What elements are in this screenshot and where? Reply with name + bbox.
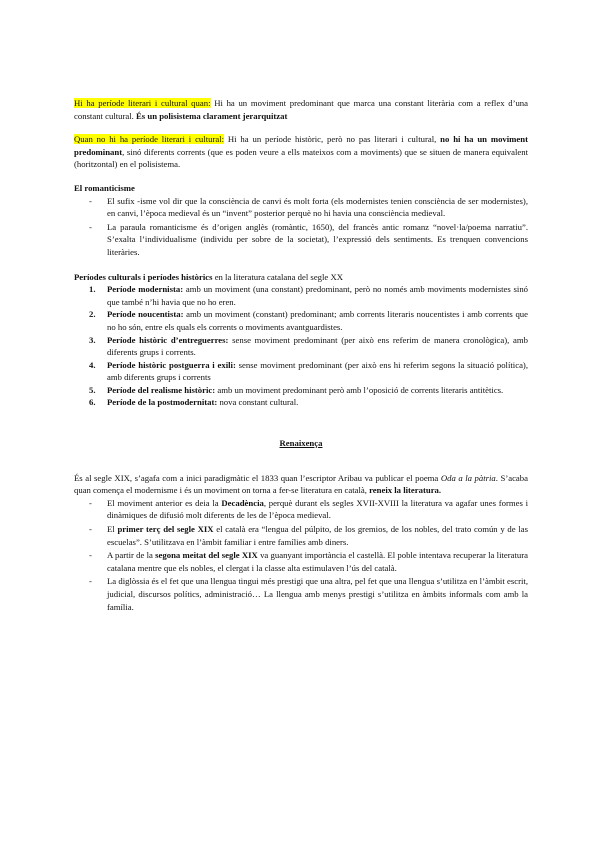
list-item: - La diglòssia és el fet que una llengua tingui més prestigi que una altra, pel fet que una llengua s’utilitza en l’àmbit escrit, judicial, discursos polítics, administració… La llengua amb menys prestigi s’utilitza en àmbits informals com amb la família. [74,575,528,613]
list-item: - El moviment anterior es deia la Decadència, perquè durant els segles XVII-XVIII la literatura va agafar unes formes i dinàmiques de difusió molt diferents de les de l’època medieval. [74,497,528,522]
highlighted-term: Hi ha període literari i cultural quan: [74,98,211,108]
list-item: - El sufix -isme vol dir que la consciència de canvi és molt forta (els modernistes tenien consciència de ser modernistes), en canvi, l’època medieval és un “invent” posterior perquè no hi havia una consciència medieval. [74,195,528,220]
list-item: 2. Període noucentista: amb un moviment (constant) predominant; amb corrents literaris noucentistes i amb corrents que no ho són, entre els quals els corrents o moviments avantguardistes. [89,309,528,332]
list-item: 4. Període històric postguerra i exili: sense moviment predominant (per això ens hi referim segons la situació política), amb diferents grups i corrents [89,359,528,383]
section-heading-renaixenca: Renaixença [279,438,323,449]
highlighted-term: Quan no hi ha període literari i cultural: [74,134,225,145]
list-item: 1. Període modernista: amb un moviment (una constant) predominant, però no només amb moviments modernistes sinó que també n’hi havia que no ho eren. [89,284,529,307]
paragraph-literary-period: Hi ha període literari i cultural quan: Hi ha un moviment predominant que marca una constant literària com a reflex d’una constant cultural. És un polisistema clarament jerarquitzat [74,98,529,121]
paragraph-renaixenca-intro: És al segle XIX, s’agafa com a inici paradigmàtic el 1833 quan l’escriptor Aribau va publicar el poema Oda a la pàtria. S’acaba quan comença el modernisme i és un moviment on torna a fer-se literatura en català, reneix la literatura. [74,472,528,496]
section-heading-romanticisme: El romanticisme [74,182,135,193]
romanticisme-list [74,195,528,259]
paragraph-no-literary-period: Quan no hi ha període literari i cultural: Hi ha un període històric, però no pas literari i cultural, no hi ha un moviment predominant, sinó diferents corrents (que es poden veure a ells mateixos com a moviments) que se situen de manera equivalent (horitzontal) en el polisistema. [74,134,528,170]
periodes-list [74,283,528,409]
section-heading-periodes: Períodes culturals i períodes històrics en la literatura catalana del segle XX [74,271,344,282]
list-item: - La paraula romanticisme és d’origen anglès (romàntic, 1650), del francès antic romanz “novel·la/poema narratiu”. S’exalta l’individualisme (individu per sobre de la societat), l’expressió dels sentiments. Es trenquen convencions literàries. [74,221,528,259]
list-item: 3. Període històric d’entreguerres: sense moviment predominant (per això ens referim de manera cronològica), amb diferents grups i corrents. [89,334,528,358]
list-item: - El primer terç del segle XIX el català era “lengua del púlpito, de los gremios, de los nobles, del trato común y de las escuelas”. S’utilitzava en l’àmbit familiar i entre famílies amb diners. [74,523,528,548]
list-item: 6. Període de la postmodernitat: nova constant cultural. [89,397,299,408]
list-item: 5. Període del realisme històric: amb un moviment predominant però amb l’oposició de corrents literaris antitètics. [89,384,504,395]
document-page [74,97,528,614]
list-item: - A partir de la segona meitat del segle XIX va guanyant importància el castellà. El poble intentava recuperar la literatura catalana mentre que els nobles, el clergat i la classe alta estimulaven l’ús del català. [74,549,528,574]
renaixenca-list [74,497,528,613]
